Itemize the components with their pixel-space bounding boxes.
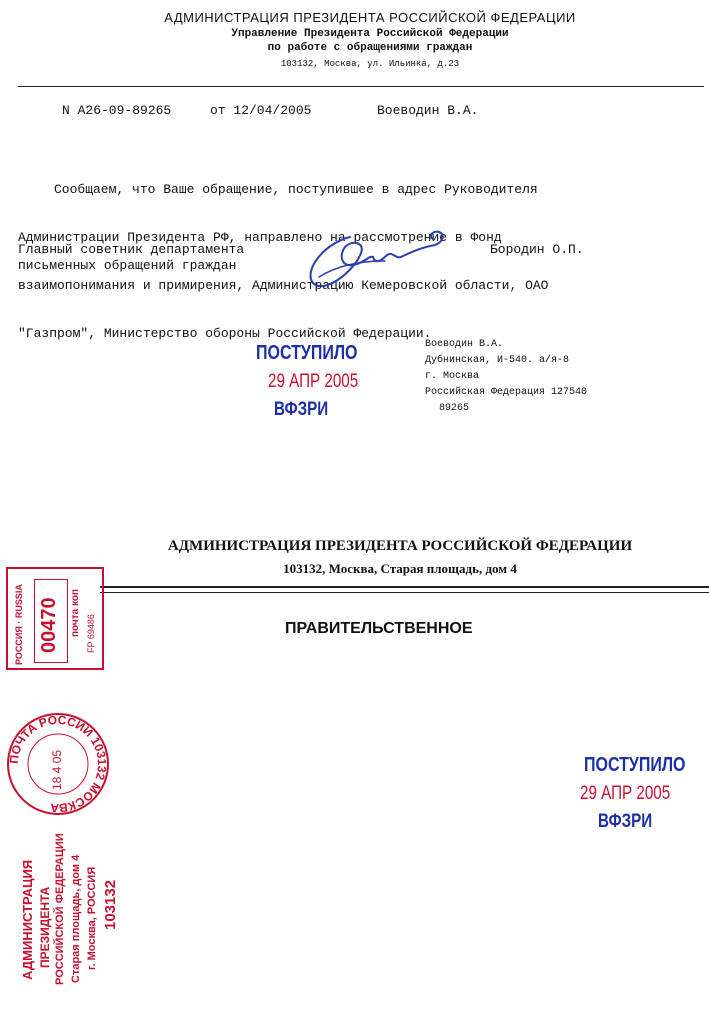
- signatory-name: Бородин О.П.: [490, 242, 584, 257]
- letterhead-dept-line1: Управление Президента Российской Федерации: [231, 28, 509, 40]
- envelope-address: 103132, Москва, Старая площадь, дом 4: [283, 561, 517, 576]
- postmark-ring-text: ПОЧТА РОССИИ 103132 МОСКВА: [6, 712, 110, 816]
- return-stamp-line4: Старая площадь, дом 4: [70, 854, 82, 983]
- envelope-divider-top: [100, 586, 709, 588]
- body-line-1: Сообщаем, что Ваше обращение, поступившее в адрес Руководителя: [54, 182, 538, 197]
- body-line-4: "Газпром", Министерство обороны Российской Федерации.: [18, 326, 432, 341]
- body-line-3: взаимопонимания и примирения, Администрацию Кемеровской области, ОАО: [18, 278, 549, 293]
- received-stamp-date: 29 АПР 2005: [268, 371, 359, 392]
- received-stamp-envelope-org: ВФЗРИ: [598, 811, 653, 832]
- postage-stamp-code: FP 69486: [86, 614, 96, 653]
- received-stamp-label: ПОСТУПИЛО: [256, 342, 358, 364]
- postmark: [6, 712, 110, 816]
- reference-addressee: Воеводин В.А.: [377, 103, 479, 118]
- received-stamp: [256, 342, 359, 421]
- return-stamp-line1: АДМИНИСТРАЦИЯ: [20, 859, 35, 980]
- signatory-title: [18, 242, 244, 274]
- body-line-2: Администрации Президента РФ, направлено на рассмотрение в Фонд: [18, 230, 502, 245]
- received-stamp-envelope-label: ПОСТУПИЛО: [584, 754, 686, 776]
- envelope-divider-bottom: [100, 592, 709, 593]
- received-stamp-envelope-date: 29 АПР 2005: [580, 783, 671, 804]
- received-stamp-envelope: [580, 754, 694, 833]
- letterhead-address: 103132, Москва, ул. Ильинка, д.23: [280, 59, 460, 69]
- signatory-title-line2: письменных обращений граждан: [18, 258, 237, 273]
- postage-stamp-side-text: РОССИЯ · RUSSIA: [14, 584, 24, 665]
- envelope-marking: ПРАВИТЕЛЬСТВЕННОЕ: [285, 620, 473, 637]
- postage-stamp-value: 00470: [38, 597, 60, 653]
- recipient-street: Дубнинская, И-540. а/я-8: [425, 355, 570, 366]
- reference-date: от 12/04/2005: [210, 103, 312, 118]
- envelope-org: АДМИНИСТРАЦИЯ ПРЕЗИДЕНТА РОССИЙСКОЙ ФЕДЕРАЦИИ: [167, 538, 633, 554]
- letterhead-dept-line2: по работе с обращениями граждан: [267, 42, 473, 54]
- reference-number: N А26-09-89265: [62, 103, 172, 118]
- signatory-title-line1: Главный советник департамента: [18, 242, 245, 257]
- postage-stamp: [6, 567, 104, 670]
- envelope-header: [120, 538, 680, 577]
- handwritten-signature: [295, 215, 455, 295]
- recipient-city: г. Москва: [425, 371, 480, 382]
- letterhead: [80, 10, 660, 69]
- return-stamp-line3: РОССИЙСКОЙ ФЕДЕРАЦИИ: [54, 833, 66, 985]
- header-divider: [18, 86, 704, 87]
- return-address-stamp: [20, 820, 120, 1000]
- recipient-name: Воеводин В.А.: [425, 339, 504, 350]
- return-stamp-line2: ПРЕЗИДЕНТА: [38, 886, 52, 968]
- postage-stamp-right-text: почта коп: [70, 589, 81, 637]
- postmark-date: 18 4 05: [50, 749, 64, 790]
- letterhead-org: АДМИНИСТРАЦИЯ ПРЕЗИДЕНТА РОССИЙСКОЙ ФЕДЕРАЦИИ: [164, 10, 576, 25]
- return-stamp-line6: 103132: [102, 879, 119, 930]
- recipient-address: [425, 337, 587, 417]
- return-stamp-line5: г. Москва, РОССИЯ: [86, 866, 98, 970]
- received-stamp-org: ВФЗРИ: [274, 399, 329, 420]
- recipient-country-zip: Российская Федерация 127540: [425, 387, 588, 398]
- recipient-code: 89265: [439, 403, 470, 414]
